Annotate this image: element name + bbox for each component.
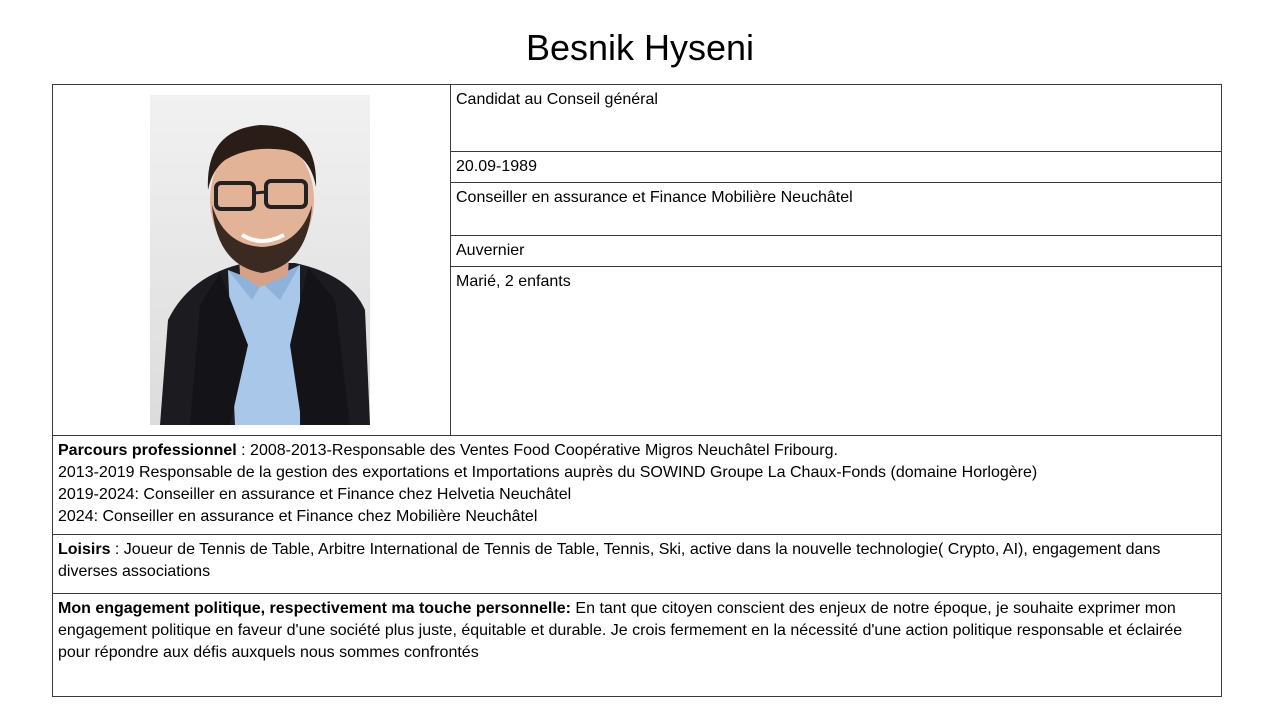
engagement-label: Mon engagement politique, respectivement ma touche personnelle: <box>58 600 571 617</box>
location-text: Auvernier <box>456 242 525 259</box>
portrait-photo <box>150 95 370 425</box>
career-line: 2019-2024: Conseiller en assurance et Finance chez Helvetia Neuchâtel <box>58 486 572 503</box>
career-line: 2013-2019 Responsable de la gestion des exportations et Importations auprès du SOWIND Groupe La Chaux-Fonds (domaine Horlogère) <box>58 464 1038 481</box>
hobbies-label: Loisirs <box>58 541 111 558</box>
profile-table <box>52 84 1222 697</box>
occupation-text: Conseiller en assurance et Finance Mobilière Neuchâtel <box>456 189 853 206</box>
hobbies-cell <box>53 535 1221 593</box>
birthdate-cell <box>451 152 1222 182</box>
page-title: Besnik Hyseni <box>525 27 755 68</box>
hobbies-text: : Joueur de Tennis de Table, Arbitre International de Tennis de Table, Tennis, Ski, active dans la nouvelle technologie( Crypto, AI), engagement dans diverses associations <box>58 541 1161 580</box>
role-text: Candidat au Conseil général <box>456 91 658 108</box>
birthdate-text: 20.09-1989 <box>456 158 537 175</box>
career-label: Parcours professionnel <box>58 442 237 459</box>
engagement-cell <box>53 594 1221 696</box>
career-cell <box>53 436 1221 534</box>
family-cell <box>451 267 1222 435</box>
portrait-icon <box>150 95 370 425</box>
engagement-text: En tant que citoyen conscient des enjeux de notre époque, je souhaite exprimer mon engagement politique en faveur d'une société plus juste, équitable et durable. Je crois fermement en la nécessité d'une action politique responsable et éclairée pour répondre aux défis auxquels nous sommes confrontés <box>58 600 1183 661</box>
family-text: Marié, 2 enfants <box>456 273 571 290</box>
career-line: 2024: Conseiller en assurance et Finance chez Mobilière Neuchâtel <box>58 508 538 525</box>
career-line: : 2008-2013-Responsable des Ventes Food Coopérative Migros Neuchâtel Fribourg. <box>236 442 838 459</box>
location-cell <box>451 236 1222 266</box>
role-cell <box>451 85 1222 151</box>
occupation-cell <box>451 183 1222 235</box>
